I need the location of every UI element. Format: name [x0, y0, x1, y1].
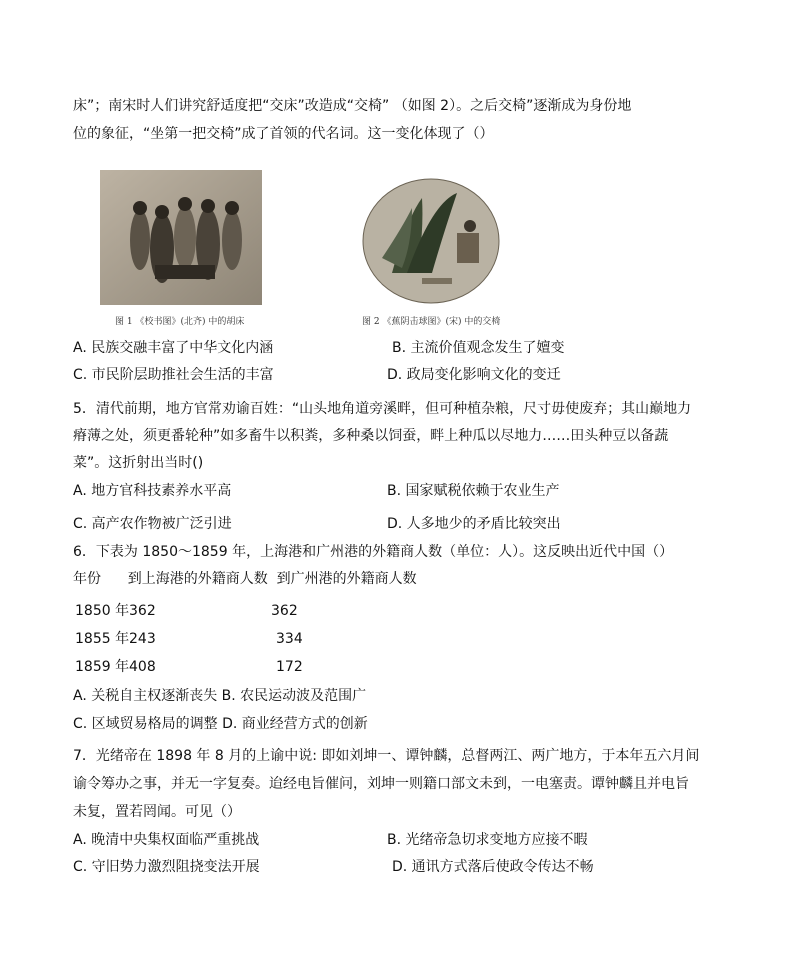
q5-option-a[interactable]: A. 地方官科技素养水平高 — [73, 483, 232, 499]
q7-stem-line-2: 谕令筹办之事，并无一字复奏。迨经电旨催问，刘坤一则籍口部文未到，一电塞责。谭钟麟且并电旨 — [73, 776, 689, 792]
q6-options-line-2[interactable]: C. 区域贸易格局的调整 D. 商业经营方式的创新 — [73, 716, 368, 732]
table-cell-guangzhou: 334 — [276, 631, 303, 647]
table-cell-shanghai: 243 — [129, 631, 156, 647]
table-row — [75, 601, 298, 621]
table-cell-guangzhou: 362 — [271, 603, 298, 619]
q7-stem-line-3: 未复，置若罔闻。可见（） — [73, 804, 241, 820]
figure-1-painting — [100, 170, 262, 305]
q5-stem-line-2: 瘠薄之处，须更番轮种”如多畜牛以积粪，多种桑以饲蚕，畔上种瓜以尽地力……田头种豆以备蔬 — [73, 428, 669, 444]
figure-2-caption: 图 2 《蕉阴击球图》(宋) 中的交椅 — [362, 317, 501, 327]
figure-1-caption: 图 1 《校书图》(北齐) 中的胡床 — [115, 317, 245, 327]
q7-stem-line-1: 7．光绪帝在 1898 年 8 月的上谕中说: 即如刘坤一、谭钟麟，总督两江、两广地方，于本年五六月间 — [73, 748, 700, 764]
q4-stem-line-1: 床”；南宋时人们讲究舒适度把“交床”改造成“交椅” （如图 2）。之后交椅”逐渐成为身份地 — [73, 98, 632, 114]
q5-stem-line-3: 菜”。这折射出当时() — [73, 455, 204, 471]
figure-2-painting — [362, 178, 500, 305]
q7-option-c[interactable]: C. 守旧势力激烈阻挠变法开展 — [73, 859, 260, 875]
q6-options-line-1[interactable]: A. 关税自主权逐渐丧失 B. 农民运动波及范围广 — [73, 688, 367, 704]
table-cell-year: 1850 年 — [75, 603, 130, 619]
q5-option-b[interactable]: B. 国家赋税依赖于农业生产 — [387, 483, 560, 499]
q5-option-c[interactable]: C. 高产农作物被广泛引进 — [73, 516, 232, 532]
table-cell-shanghai: 408 — [129, 659, 156, 675]
q6-table-header: 年份 到上海港的外籍商人数 到广州港的外籍商人数 — [73, 571, 417, 587]
q7-option-a[interactable]: A. 晚清中央集权面临严重挑战 — [73, 832, 260, 848]
q4-option-c[interactable]: C. 市民阶层助推社会生活的丰富 — [73, 367, 274, 383]
q4-option-b[interactable]: B. 主流价值观念发生了嬗变 — [392, 340, 565, 356]
q4-stem-line-2: 位的象征，“坐第一把交椅”成了首领的代名词。这一变化体现了（） — [73, 126, 494, 142]
q7-option-b[interactable]: B. 光绪帝急切求变地方应接不暇 — [387, 832, 588, 848]
q5-stem-line-1: 5．清代前期，地方官常劝谕百姓：“山头地角道旁溪畔，但可种植杂粮，尺寸毋使废弃；其山巅地力 — [73, 401, 692, 417]
table-row — [75, 657, 303, 677]
table-cell-year: 1859 年 — [75, 659, 130, 675]
table-cell-shanghai: 362 — [129, 603, 156, 619]
table-cell-year: 1855 年 — [75, 631, 130, 647]
table-row — [75, 629, 303, 649]
q5-option-d[interactable]: D. 人多地少的矛盾比较突出 — [387, 516, 561, 532]
q6-stem-line-1: 6．下表为 1850～1859 年，上海港和广州港的外籍商人数（单位：人）。这反映出近代中国（） — [73, 544, 674, 560]
table-cell-guangzhou: 172 — [276, 659, 303, 675]
q4-option-a[interactable]: A. 民族交融丰富了中华文化内涵 — [73, 340, 274, 356]
q7-option-d[interactable]: D. 通讯方式落后使政令传达不畅 — [392, 859, 594, 875]
q4-option-d[interactable]: D. 政局变化影响文化的变迁 — [387, 367, 561, 383]
